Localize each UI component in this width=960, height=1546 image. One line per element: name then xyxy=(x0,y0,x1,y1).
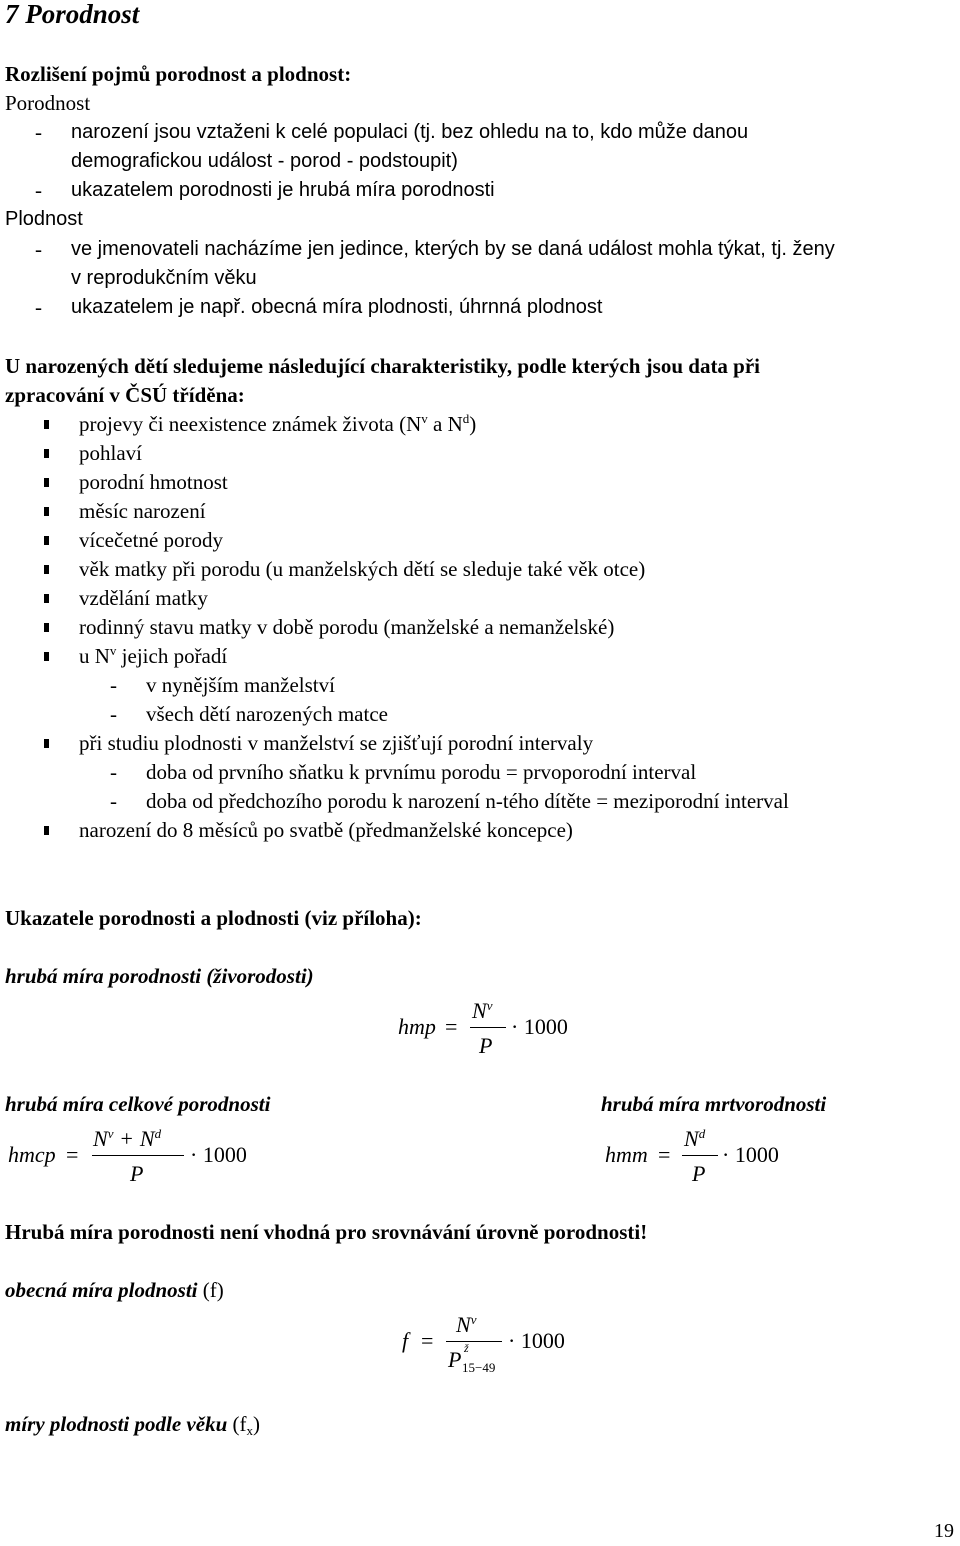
bullet-icon xyxy=(44,449,49,458)
list-item: projevy či neexistence známek života ($N^v$ a $N^d$) xyxy=(79,411,477,436)
dash: - xyxy=(110,760,117,784)
fraction-bar xyxy=(446,1341,502,1342)
formula-eq: = xyxy=(658,1142,671,1167)
list-item: vzdělání matky xyxy=(79,586,208,610)
formula-numerator: $N^v$ xyxy=(456,1312,477,1337)
dash: - xyxy=(110,789,117,813)
formula-lhs: f xyxy=(402,1328,409,1353)
list-item: rodinný stavu matky v době porodu (manželské a nemanželské) xyxy=(79,615,615,639)
list-item: pohlaví xyxy=(79,441,142,465)
indicators-heading: Ukazatele porodnosti a plodnosti (viz příloha): xyxy=(5,906,422,930)
dash: - xyxy=(35,295,42,319)
fraction-bar xyxy=(682,1155,718,1156)
chapter-title: 7 Porodnost xyxy=(5,0,140,29)
formula-factor: · 1000 xyxy=(722,1142,779,1167)
section-heading-terms: Rozlišení pojmů porodnost a plodnost: xyxy=(5,62,352,86)
porodnost-label: Porodnost xyxy=(5,91,91,115)
formula-lhs: hmp xyxy=(398,1014,436,1039)
formula-denominator: P xyxy=(130,1161,144,1186)
formula-numerator: $N^d$ xyxy=(684,1126,706,1151)
sub-list-item: všech dětí narozených matce xyxy=(146,702,388,726)
formula-lhs: hmcp xyxy=(8,1142,56,1167)
dash: - xyxy=(110,702,117,726)
fx-heading: míry plodnosti podle věku $(f_x)$ xyxy=(5,1412,260,1438)
dash: - xyxy=(110,673,117,697)
fraction-bar xyxy=(92,1155,184,1156)
warning-note: Hrubá míra porodnosti není vhodná pro srovnávání úrovně porodnosti! xyxy=(5,1220,648,1244)
bullet-icon xyxy=(44,420,49,429)
formula-eq: = xyxy=(421,1328,434,1353)
page-number: 19 xyxy=(934,1520,954,1542)
list-item: demografickou událost - porod - podstoupit) xyxy=(71,150,458,172)
hmcp-heading: hrubá míra celkové porodnosti xyxy=(5,1092,271,1116)
formula-denominator: P xyxy=(479,1033,493,1058)
formula-denominator-sub: 15−49 xyxy=(462,1360,496,1375)
dash: - xyxy=(35,120,42,144)
characteristics-intro-cont: zpracování v ČSÚ tříděna: xyxy=(5,383,245,407)
list-item: ukazatelem je např. obecná míra plodnosti, úhrnná plodnost xyxy=(71,296,603,318)
list-item: vícečetné porody xyxy=(79,528,224,552)
list-item: ukazatelem porodnosti je hrubá míra porodnosti xyxy=(71,179,495,201)
sub-list-item: v nynějším manželství xyxy=(146,673,335,697)
list-item: věk matky při porodu (u manželských dětí se sleduje také věk otce) xyxy=(79,557,646,581)
formula-denominator: P xyxy=(692,1161,706,1186)
formula-lhs: hmm xyxy=(605,1142,648,1167)
hmp-heading: hrubá míra porodnosti (živorodosti) xyxy=(5,964,314,988)
hmm-heading: hrubá míra mrtvorodnosti xyxy=(601,1092,827,1116)
list-item: u $N^v$ jejich pořadí xyxy=(79,643,228,668)
formula-factor: · 1000 xyxy=(511,1014,568,1039)
bullet-icon xyxy=(44,826,49,835)
formula-numerator: $N^v + N^d$ xyxy=(93,1126,162,1151)
sub-list-item: doba od předchozího porodu k narození n-tého dítěte = meziporodní interval xyxy=(146,789,789,813)
characteristics-intro: U narozených dětí sledujeme následující charakteristiky, podle kterých jsou data při xyxy=(5,354,761,378)
formula-factor: · 1000 xyxy=(508,1328,565,1353)
formula-numerator: $N^v$ xyxy=(472,998,493,1023)
sub-list-item: doba od prvního sňatku k prvnímu porodu = prvoporodní interval xyxy=(146,760,697,784)
list-item: při studiu plodnosti v manželství se zjišťují porodní intervaly xyxy=(79,731,594,755)
dash: - xyxy=(35,237,42,261)
list-item: porodní hmotnost xyxy=(79,470,228,494)
plodnost-label: Plodnost xyxy=(5,208,83,230)
list-item: v reprodukčním věku xyxy=(71,267,257,289)
formula-eq: = xyxy=(445,1014,458,1039)
list-item: měsíc narození xyxy=(79,499,206,523)
bullet-icon xyxy=(44,652,49,661)
bullet-icon xyxy=(44,536,49,545)
fraction-bar xyxy=(470,1027,506,1028)
formula-denominator-sup: ž xyxy=(464,1341,469,1355)
formula-eq: = xyxy=(66,1142,79,1167)
bullet-icon xyxy=(44,507,49,516)
list-item: ve jmenovateli nacházíme jen jedince, kterých by se daná událost mohla týkat, tj. ženy xyxy=(71,238,835,260)
list-item: narození jsou vztaženi k celé populaci (tj. bez ohledu na to, kdo může danou xyxy=(71,121,749,143)
bullet-icon xyxy=(44,739,49,748)
bullet-icon xyxy=(44,565,49,574)
formula-factor: · 1000 xyxy=(190,1142,247,1167)
f-heading: obecná míra plodnosti (f) xyxy=(5,1278,224,1302)
list-item: narození do 8 měsíců po svatbě (předmanželské koncepce) xyxy=(79,818,573,842)
dash: - xyxy=(35,178,42,202)
bullet-icon xyxy=(44,478,49,487)
bullet-icon xyxy=(44,594,49,603)
formula-denominator: P xyxy=(448,1347,462,1372)
bullet-icon xyxy=(44,623,49,632)
